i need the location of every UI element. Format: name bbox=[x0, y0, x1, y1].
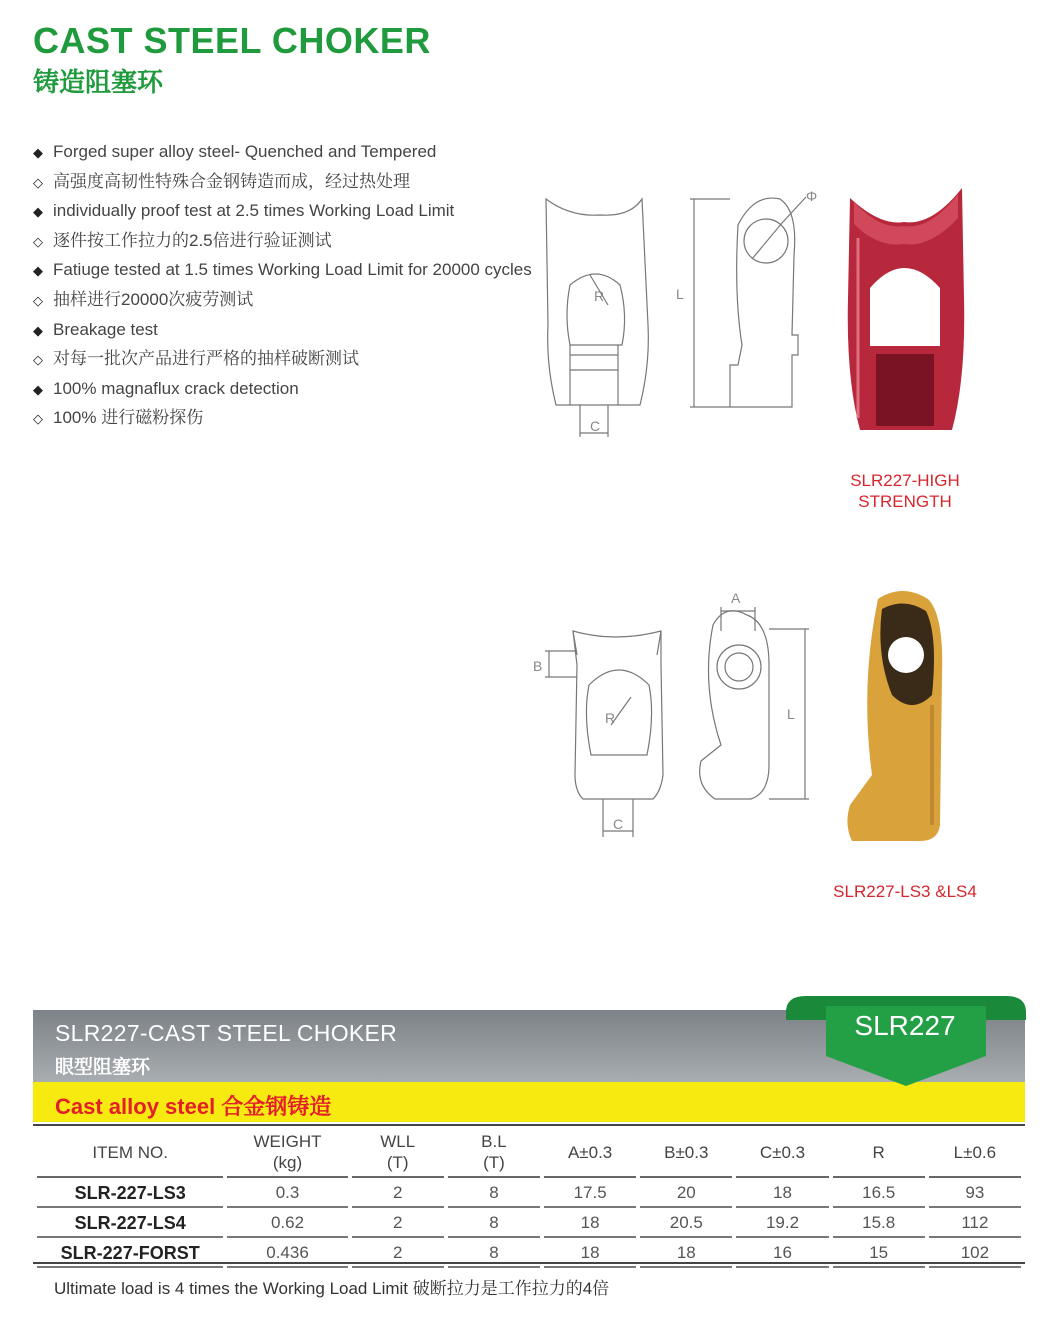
table-header-row bbox=[37, 1128, 1021, 1178]
product-caption-ls3-ls4: SLR227-LS3 &LS4 bbox=[833, 882, 977, 901]
cell-item-no: SLR-227-LS3 bbox=[37, 1180, 223, 1208]
cell-l: 112 bbox=[929, 1210, 1021, 1238]
slr227-badge-label: SLR227 bbox=[854, 1010, 956, 1041]
dimension-label-b: B bbox=[533, 658, 543, 674]
cell-weight: 0.62 bbox=[227, 1210, 347, 1238]
cell-a: 17.5 bbox=[544, 1180, 636, 1208]
cell-item-no: SLR-227-LS4 bbox=[37, 1210, 223, 1238]
cell-l: 102 bbox=[929, 1240, 1021, 1268]
page-subtitle-cn: 铸造阻塞环 bbox=[33, 67, 164, 97]
ultimate-load-note: Ultimate load is 4 times the Working Load Limit 破断拉力是工作拉力的4倍 bbox=[54, 1279, 610, 1298]
diamond-outline-bullet-icon: ◇ bbox=[33, 174, 43, 190]
diamond-outline-bullet-icon: ◇ bbox=[33, 411, 43, 427]
spec-section-title-cn: 眼型阻塞环 bbox=[55, 1057, 151, 1078]
cell-wll: 2 bbox=[352, 1240, 444, 1268]
column-header-b: B±0.3 bbox=[640, 1128, 732, 1178]
diamond-bullet-icon: ◆ bbox=[33, 263, 43, 279]
cell-l: 93 bbox=[929, 1180, 1021, 1208]
cell-wll: 2 bbox=[352, 1180, 444, 1208]
spec-table bbox=[33, 1126, 1025, 1270]
spec-section-title: SLR227-CAST STEEL CHOKER bbox=[55, 1020, 398, 1046]
cell-c: 19.2 bbox=[736, 1210, 828, 1238]
column-header-r: R bbox=[833, 1128, 925, 1178]
feature-item: ◆ Fatiuge tested at 1.5 times Working Load Limit for 20000 cycles bbox=[33, 256, 532, 286]
cell-bl: 8 bbox=[448, 1240, 540, 1268]
column-header-weight: WEIGHT (kg) bbox=[227, 1128, 347, 1178]
column-header-item: ITEM NO. bbox=[37, 1128, 223, 1178]
high-strength-choker-photo bbox=[840, 178, 970, 438]
cell-r: 15.8 bbox=[833, 1210, 925, 1238]
column-header-c: C±0.3 bbox=[736, 1128, 828, 1178]
diamond-bullet-icon: ◆ bbox=[33, 322, 43, 338]
column-header-l: L±0.6 bbox=[929, 1128, 1021, 1178]
ls3-ls4-choker-photo bbox=[842, 585, 952, 845]
column-header-bl: B.L (T) bbox=[448, 1128, 540, 1178]
dimension-label-phi: Φ bbox=[806, 188, 818, 204]
dimension-label-l: L bbox=[676, 286, 684, 302]
column-header-a: A±0.3 bbox=[544, 1128, 636, 1178]
cell-b: 20.5 bbox=[640, 1210, 732, 1238]
dimension-label-r: R bbox=[605, 710, 616, 726]
product-caption-high-strength: SLR227-HIGH STRENGTH bbox=[850, 471, 960, 511]
dimension-label-c: C bbox=[613, 816, 624, 832]
feature-item: ◇ 100% 进行磁粉探伤 bbox=[33, 404, 532, 434]
cell-a: 18 bbox=[544, 1210, 636, 1238]
cell-bl: 8 bbox=[448, 1210, 540, 1238]
cell-a: 18 bbox=[544, 1240, 636, 1268]
material-label: Cast alloy steel 合金钢铸造 bbox=[55, 1094, 332, 1119]
table-bottom-rule bbox=[33, 1262, 1025, 1264]
cell-weight: 0.436 bbox=[227, 1240, 347, 1268]
dimension-label-c: C bbox=[590, 418, 601, 434]
feature-item: ◆ Forged super alloy steel- Quenched and Tempered bbox=[33, 138, 532, 168]
cell-b: 18 bbox=[640, 1240, 732, 1268]
dimension-label-r: R bbox=[594, 288, 605, 304]
cell-r: 16.5 bbox=[833, 1180, 925, 1208]
feature-item: ◇ 高强度高韧性特殊合金钢铸造而成，经过热处理 bbox=[33, 168, 532, 198]
high-strength-technical-drawing bbox=[530, 175, 840, 445]
dimension-label-a: A bbox=[731, 590, 741, 606]
diamond-bullet-icon: ◆ bbox=[33, 381, 43, 397]
feature-item: ◆ Breakage test bbox=[33, 316, 532, 346]
cell-wll: 2 bbox=[352, 1210, 444, 1238]
diamond-outline-bullet-icon: ◇ bbox=[33, 352, 43, 368]
cell-item-no: SLR-227-FORST bbox=[37, 1240, 223, 1268]
feature-item: ◇ 逐件按工作拉力的2.5倍进行验证测试 bbox=[33, 227, 532, 257]
cell-c: 18 bbox=[736, 1180, 828, 1208]
cell-c: 16 bbox=[736, 1240, 828, 1268]
cell-weight: 0.3 bbox=[227, 1180, 347, 1208]
diamond-bullet-icon: ◆ bbox=[33, 145, 43, 160]
feature-list bbox=[33, 138, 532, 434]
feature-item: ◆ 100% magnaflux crack detection bbox=[33, 375, 532, 405]
table-row bbox=[37, 1180, 1021, 1208]
column-header-wll: WLL (T) bbox=[352, 1128, 444, 1178]
cell-b: 20 bbox=[640, 1180, 732, 1208]
ls3-ls4-technical-drawing bbox=[525, 585, 825, 845]
feature-item: ◆ individually proof test at 2.5 times Working Load Limit bbox=[33, 197, 532, 227]
diamond-bullet-icon: ◆ bbox=[33, 204, 43, 220]
dimension-label-l: L bbox=[787, 706, 795, 722]
diamond-outline-bullet-icon: ◇ bbox=[33, 233, 43, 249]
feature-item: ◇ 抽样进行20000次疲劳测试 bbox=[33, 286, 532, 316]
diamond-outline-bullet-icon: ◇ bbox=[33, 292, 43, 308]
cell-r: 15 bbox=[833, 1240, 925, 1268]
cell-bl: 8 bbox=[448, 1180, 540, 1208]
feature-item: ◇ 对每一批次产品进行严格的抽样破断测试 bbox=[33, 345, 532, 375]
material-band bbox=[33, 1082, 1025, 1122]
table-row bbox=[37, 1210, 1021, 1238]
page-title: CAST STEEL CHOKER bbox=[33, 20, 431, 61]
